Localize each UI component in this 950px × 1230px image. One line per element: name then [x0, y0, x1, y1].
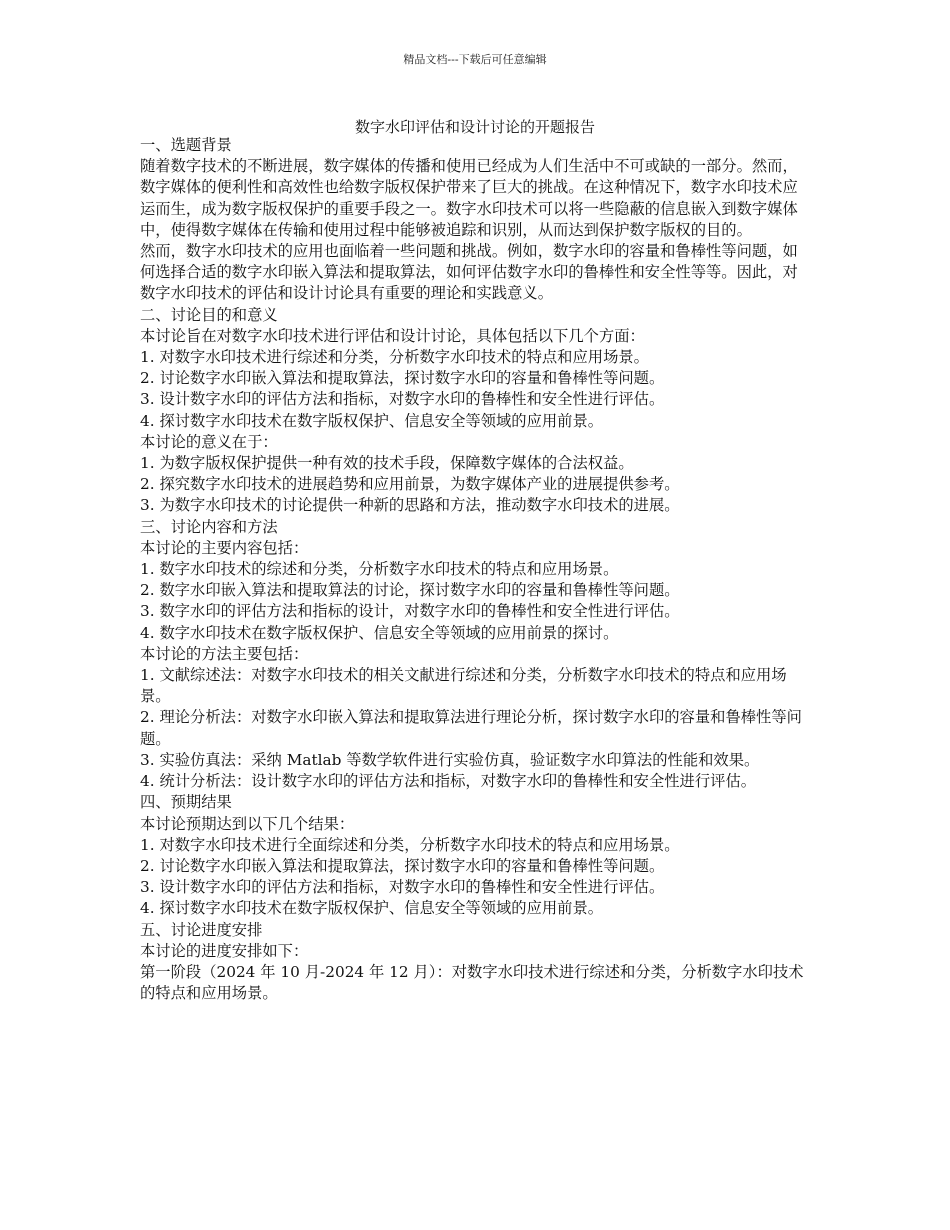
paragraph: 本讨论的方法主要包括：	[140, 644, 309, 663]
list-item: 3. 为数字水印技术的讨论提供一种新的思路和方法，推动数字水印技术的进展。	[140, 496, 680, 515]
paragraph: 然而，数字水印技术的应用也面临着一些问题和挑战。例如，数字水印的容量和鲁棒性等问题，如何选择合适的数字水印嵌入算法和提取算法，如何评估数字水印的鲁棒性和安全性等等。因此，对数字水印技术的评估和设计讨论具有重要的理论和实践意义。	[140, 242, 798, 303]
document-body	[140, 135, 812, 1004]
paragraph: 本讨论的主要内容包括：	[140, 538, 309, 557]
section-heading: 二、讨论目的和意义	[140, 305, 278, 324]
document-title: 数字水印评估和设计讨论的开题报告	[354, 118, 595, 136]
section-heading: 一、选题背景	[140, 136, 232, 154]
list-item: 1. 对数字水印技术进行全面综述和分类，分析数字水印技术的特点和应用场景。	[140, 835, 680, 854]
list-item: 3. 设计数字水印的评估方法和指标，对数字水印的鲁棒性和安全性进行评估。	[140, 390, 665, 409]
list-item: 4. 探讨数字水印技术在数字版权保护、信息安全等领域的应用前景。	[140, 899, 604, 918]
paragraph: 本讨论预期达到以下几个结果：	[140, 814, 355, 833]
list-item: 3. 设计数字水印的评估方法和指标，对数字水印的鲁棒性和安全性进行评估。	[140, 878, 665, 897]
list-item: 2. 探究数字水印技术的进展趋势和应用前景，为数字媒体产业的进展提供参考。	[140, 475, 680, 494]
section-heading: 三、讨论内容和方法	[140, 517, 278, 536]
list-item: 2. 理论分析法：对数字水印嵌入算法和提取算法进行理论分析，探讨数字水印的容量和鲁棒性等问题。	[140, 708, 802, 748]
section-heading: 五、讨论进度安排	[140, 920, 263, 939]
list-item: 1. 文献综述法：对数字水印技术的相关文献进行综述和分类，分析数字水印技术的特点和应用场景。	[140, 666, 787, 706]
list-item: 4. 统计分析法：设计数字水印的评估方法和指标，对数字水印的鲁棒性和安全性进行评估。	[140, 772, 757, 791]
list-item: 1. 数字水印技术的综述和分类，分析数字水印技术的特点和应用场景。	[140, 560, 619, 579]
list-item: 1. 为数字版权保护提供一种有效的技术手段，保障数字媒体的合法权益。	[140, 454, 634, 473]
paragraph: 本讨论旨在对数字水印技术进行评估和设计讨论，具体包括以下几个方面：	[140, 326, 645, 345]
list-item: 2. 讨论数字水印嵌入算法和提取算法，探讨数字水印的容量和鲁棒性等问题。	[140, 369, 665, 388]
page-header: 精品文档---下载后可任意编辑	[403, 53, 547, 66]
paragraph: 本讨论的进度安排如下：	[140, 941, 309, 960]
list-item: 4. 数字水印技术在数字版权保护、信息安全等领域的应用前景的探讨。	[140, 623, 619, 642]
paragraph: 随着数字技术的不断进展，数字媒体的传播和使用已经成为人们生活中不可或缺的一部分。然而，数字媒体的便利性和高效性也给数字版权保护带来了巨大的挑战。在这种情况下，数字水印技术应运而生，成为数字版权保护的重要手段之一。数字水印技术可以将一些隐蔽的信息嵌入到数字媒体中，使得数字媒体在传输和使用过程中能够被追踪和识别，从而达到保护数字版权的目的。	[140, 157, 798, 239]
paragraph: 本讨论的意义在于：	[140, 432, 278, 451]
list-item: 2. 数字水印嵌入算法和提取算法的讨论，探讨数字水印的容量和鲁棒性等问题。	[140, 581, 680, 600]
list-item: 1. 对数字水印技术进行综述和分类，分析数字水印技术的特点和应用场景。	[140, 348, 649, 367]
list-item: 3. 数字水印的评估方法和指标的设计，对数字水印的鲁棒性和安全性进行评估。	[140, 602, 680, 621]
section-heading: 四、预期结果	[140, 793, 232, 812]
list-item: 4. 探讨数字水印技术在数字版权保护、信息安全等领域的应用前景。	[140, 411, 604, 430]
paragraph: 第一阶段（2024 年 10 月-2024 年 12 月）：对数字水印技术进行综述和分类，分析数字水印技术的特点和应用场景。	[140, 962, 804, 1003]
list-item: 3. 实验仿真法：采纳 Matlab 等数学软件进行实验仿真，验证数字水印算法的性能和效果。	[140, 750, 760, 769]
list-item: 2. 讨论数字水印嵌入算法和提取算法，探讨数字水印的容量和鲁棒性等问题。	[140, 856, 665, 875]
